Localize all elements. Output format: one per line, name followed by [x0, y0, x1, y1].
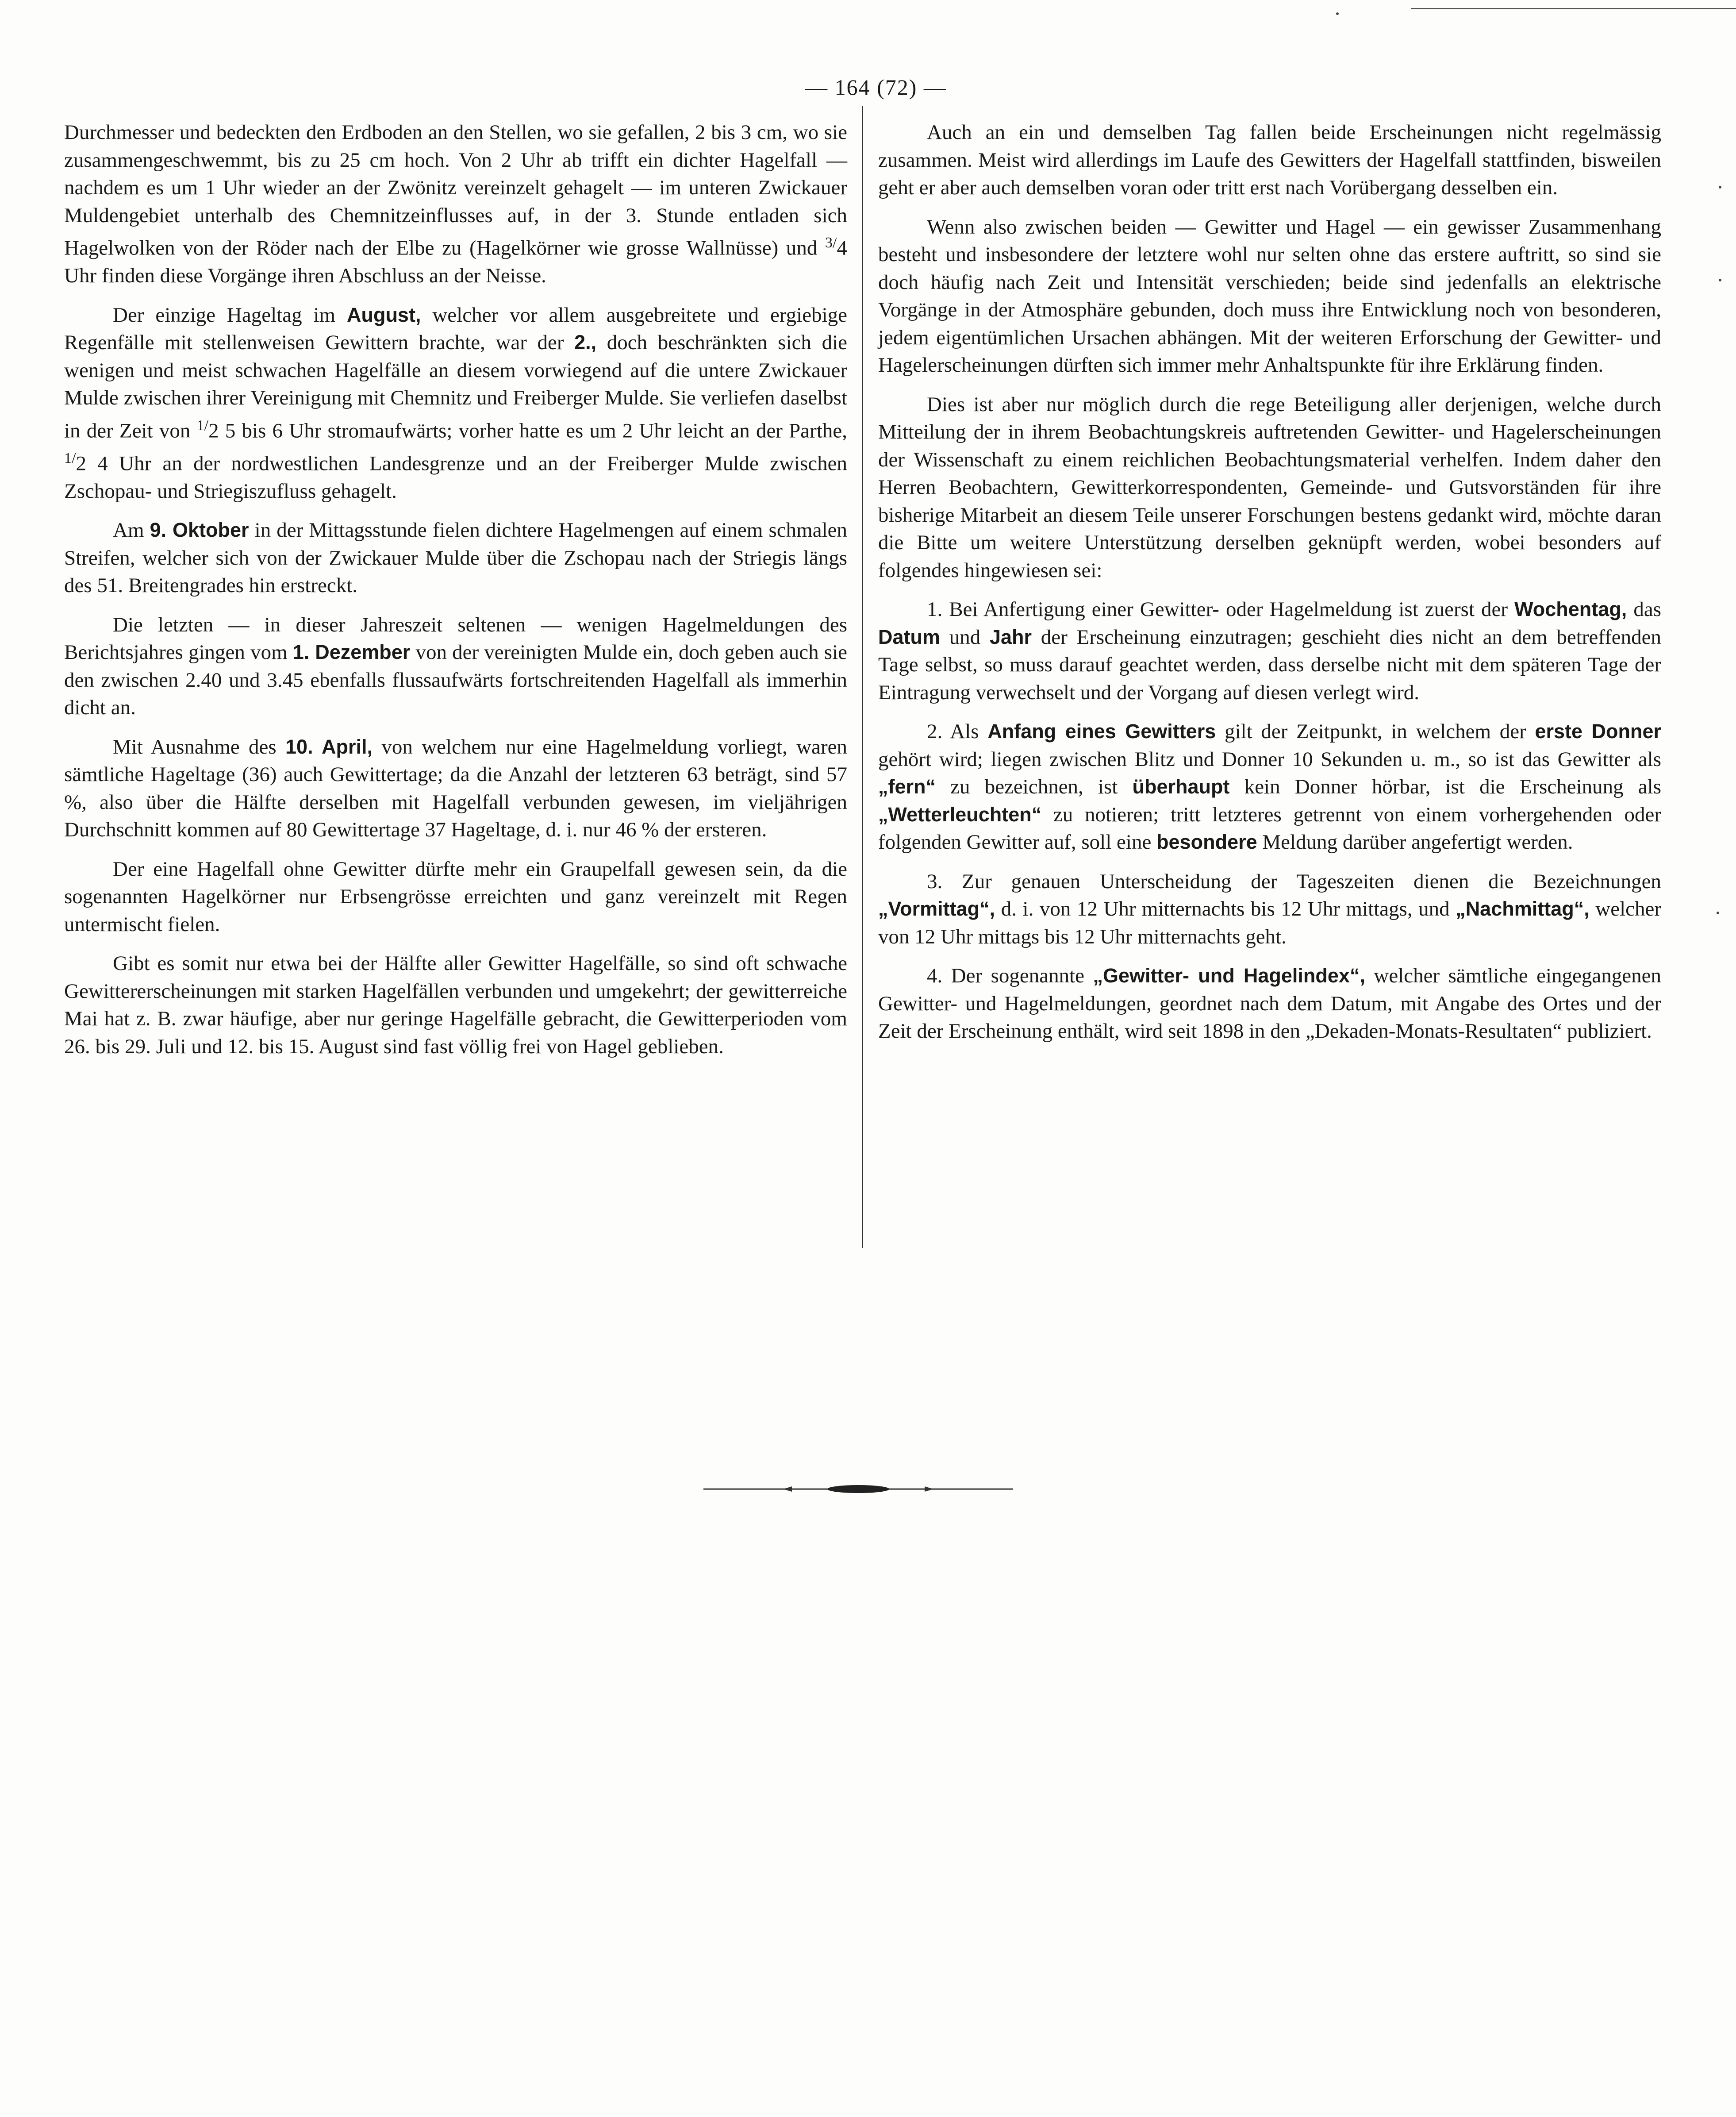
- fraction: 3/: [825, 235, 837, 251]
- text-run: gehört wird; liegen zwischen Blitz und Donner 10 Sekunden u. m., so ist das Gewitter als: [878, 747, 1661, 771]
- text-run: das: [1627, 598, 1662, 621]
- text-run: 3. Zur genauen Unterscheidung der Tageszeiten dienen die Bezeichnungen: [927, 870, 1661, 893]
- emphasis: „fern“: [878, 775, 936, 798]
- text-run: der Erscheinung einzutragen; geschieht dies nicht an dem betreffenden Tage selbst, so muss darauf geachtet werden, dass derselbe nicht mit dem späteren Tage der Eintragung verwechselt und der Vorgang auf diesen verlegt wird.: [878, 625, 1661, 704]
- text-run: Wenn also zwischen beiden — Gewitter und Hagel — ein gewisser Zusammenhang besteht und insbesondere der letztere wohl nur selten ohne das erstere auftritt, so sind sie doch häufig nach Zeit und Intensität verschieden; beide sind jedenfalls an elektrische Vorgänge in der Atmosphäre gebunden, doch muss ihre Entwicklung noch von besonderen, jedem eigentümlichen Ursachen abhängen. Mit der weiteren Erforschung der Gewitter- und Hagelerscheinungen dürften sich immer mehr Anhaltspunkte für ihre Erklärung finden.: [878, 215, 1661, 377]
- emphasis: 9. Oktober: [150, 519, 249, 542]
- paragraph: [878, 213, 1661, 379]
- ornament-center: [827, 1485, 889, 1493]
- text-run: Auch an ein und demselben Tag fallen beide Erscheinungen nicht regelmässig zusammen. Meist wird allerdings im Laufe des Gewitters der Hagelfall stattfinden, bisweilen geht er aber auch demselben voran oder tritt erst nach Vorübergang desselben ein.: [878, 121, 1661, 199]
- text-run: 4. Der sogenannte: [927, 964, 1093, 987]
- fraction: 1/: [196, 417, 209, 434]
- paragraph: [64, 950, 847, 1060]
- emphasis: Wochentag,: [1514, 598, 1627, 620]
- text-run: Mit Ausnahme des: [113, 735, 286, 758]
- scan-speck: [1336, 12, 1339, 15]
- emphasis: Jahr: [990, 625, 1032, 648]
- paragraph: [64, 733, 847, 844]
- paragraph: [878, 119, 1661, 202]
- text-run: Der einzige Hageltag im: [113, 303, 347, 327]
- text-run: welcher vor allem ausgebreitete und ergiebige Regenfälle mit stellenweisen Gewittern brachte, war der: [64, 303, 847, 354]
- emphasis: erste Donner: [1535, 720, 1661, 743]
- text-run: zu bezeichnen, ist: [936, 775, 1133, 798]
- emphasis: „Wetterleuchten“: [878, 803, 1042, 826]
- paragraph: [878, 718, 1661, 856]
- fraction: 1/: [64, 450, 76, 466]
- emphasis: Datum: [878, 625, 941, 648]
- ornament-arrow-right: [925, 1486, 933, 1492]
- emphasis: „Nachmittag“,: [1456, 897, 1590, 920]
- paragraph: [878, 391, 1661, 585]
- text-run: Der eine Hagelfall ohne Gewitter dürfte mehr ein Graupelfall gewesen sein, da die sogenannten Hagelkörner nur Erbsengrösse erreichten und ganz vereinzelt mit Regen untermischt fielen.: [64, 857, 847, 936]
- emphasis: 1. Dezember: [292, 641, 411, 664]
- text-run: zu notieren; tritt letzteres getrennt von einem vorhergehenden oder folgenden Gewitter auf, soll eine: [878, 803, 1661, 854]
- ornament-arrow-left: [783, 1486, 792, 1492]
- text-run: 2 4 Uhr an der nordwestlichen Landesgrenze und an der Freiberger Mulde zwischen Zschopau- und Striegiszufluss gehagelt.: [64, 452, 847, 503]
- scan-speck: [1717, 912, 1719, 914]
- text-run: von welchem nur eine Hagelmeldung vorliegt, waren sämtliche Hageltage (36) auch Gewittertage; da die Anzahl der letzteren 63 beträgt, sind 57 %, also über die Hälfte derselben mit Hagelfall verbunden gewesen, im vieljährigen Durchschnitt kommen auf 80 Gewittertage 37 Hageltage, d. i. nur 46 % der ersteren.: [64, 735, 847, 842]
- emphasis: Anfang eines Gewitters: [987, 720, 1216, 743]
- text-run: und: [940, 625, 990, 649]
- text-run: Die letzten — in dieser Jahreszeit seltenen — wenigen Hagelmeldungen des Berichtsjahres gingen vom: [64, 613, 847, 664]
- paragraph: [64, 301, 847, 505]
- emphasis: überhaupt: [1132, 775, 1230, 798]
- scan-speck: [1719, 186, 1721, 189]
- text-run: von der vereinigten Mulde ein, doch geben auch sie den zwischen 2.40 und 3.45 ebenfalls flussaufwärts fortschreitenden Hagelfall als immerhin dicht an.: [64, 641, 848, 720]
- text-run: Am: [113, 519, 150, 542]
- paragraph: [64, 516, 847, 600]
- emphasis: besondere: [1156, 831, 1257, 853]
- text-run: Meldung darüber angefertigt werden.: [1257, 831, 1573, 854]
- section-end-ornament: [703, 1480, 1013, 1498]
- page-number-header: — 164 (72) —: [805, 75, 947, 100]
- left-column: [64, 119, 847, 1072]
- emphasis: 10. April,: [285, 735, 373, 758]
- text-run: kein Donner hörbar, ist die Erscheinung als: [1229, 775, 1661, 798]
- text-run: in der Mittagsstunde fielen dichtere Hagelmengen auf einem schmalen Streifen, welcher sich von der Zwickauer Mulde über die Zschopau nach der Striegis längs des 51. Breitengrades hin erstreckt.: [64, 519, 848, 597]
- text-run: doch beschränkten sich die wenigen und meist schwachen Hagelfälle an diesem vorwiegend auf die untere Zwickauer Mulde zwischen ihrer Vereinigung mit Chemnitz und Freiberger Mulde. Sie verliefen daselbst in der Zeit von: [64, 331, 848, 443]
- text-run: Dies ist aber nur möglich durch die rege Beteiligung aller derjenigen, welche durch Mitteilung der in ihrem Beobachtungskreis auftretenden Gewitter- und Hagelerscheinungen der Wissenschaft zu einem reichlichen Beobachtungsmaterial verhelfen. Indem daher den Herren Beobachtern, Gewitterkorrespondenten, Gemeinde- und Gutsvorständen für ihre bisherige Mitarbeit an diesem Teile unserer Forschungen bestens gedankt wird, möchte daran die Bitte um weitere Unterstützung derselben geknüpft werden, wobei besonders auf folgendes hingewiesen sei:: [878, 393, 1661, 582]
- emphasis: „Vormittag“,: [878, 897, 995, 920]
- paragraph: [878, 962, 1661, 1045]
- paragraph: [878, 596, 1661, 706]
- paragraph: [64, 119, 847, 290]
- text-run: gilt der Zeitpunkt, in welchem der: [1216, 720, 1535, 743]
- scan-speck: [1719, 279, 1721, 281]
- text-run: 1. Bei Anfertigung einer Gewitter- oder Hagelmeldung ist zuerst der: [927, 598, 1515, 621]
- text-run: Gibt es somit nur etwa bei der Hälfte aller Gewitter Hagelfälle, so sind oft schwache Gewittererscheinungen mit starken Hagelfällen verbunden und umgekehrt; der gewitterreiche Mai hat z. B. zwar häufige, aber nur geringe Hagelfälle gebracht, die Gewitterperioden vom 26. bis 29. Juli und 12. bis 15. August sind fast völlig frei von Hagel geblieben.: [64, 952, 847, 1058]
- right-column: [878, 119, 1661, 1057]
- paragraph: [878, 868, 1661, 951]
- column-divider: [862, 106, 863, 1248]
- text-run: Durchmesser und bedeckten den Erdboden an den Stellen, wo sie gefallen, 2 bis 3 cm, wo sie zusammengeschwemmt, bis zu 25 cm hoch. Von 2 Uhr ab trifft ein dichter Hagelfall — nachdem es um 1 Uhr wieder an der Zwönitz vereinzelt gehagelt — im unteren Zwickauer Muldengebiet unterhalb des Chemnitzeinflusses auf, in der 3. Stunde entladen sich Hagelwolken von der Röder nach der Elbe zu (Hagelkörner wie grosse Wallnüsse) und: [64, 121, 847, 260]
- emphasis: „Gewitter- und Hagelindex“,: [1093, 964, 1365, 987]
- text-run: welcher sämtliche eingegangenen Gewitter- und Hagelmeldungen, geordnet nach dem Datum, mit Angabe des Ortes und der Zeit der Erscheinung enthält, wird seit 1898 in den „Dekaden-Monats-Resultaten“ publiziert.: [878, 964, 1661, 1043]
- text-run: 2 5 bis 6 Uhr stromaufwärts; vorher hatte es um 2 Uhr leicht an der Parthe,: [208, 419, 847, 443]
- text-run: 4 Uhr finden diese Vorgänge ihren Abschluss an der Neisse.: [64, 236, 847, 288]
- top-edge-rule: [1411, 8, 1736, 9]
- text-run: d. i. von 12 Uhr mitternachts bis 12 Uhr mittags, und: [995, 897, 1456, 920]
- emphasis: August,: [346, 303, 421, 326]
- text-run: 2. Als: [927, 720, 988, 743]
- text-run: welcher von 12 Uhr mittags bis 12 Uhr mitternachts geht.: [878, 897, 1662, 948]
- emphasis: 2.,: [574, 331, 597, 354]
- paragraph: [64, 855, 847, 939]
- paragraph: [64, 611, 847, 722]
